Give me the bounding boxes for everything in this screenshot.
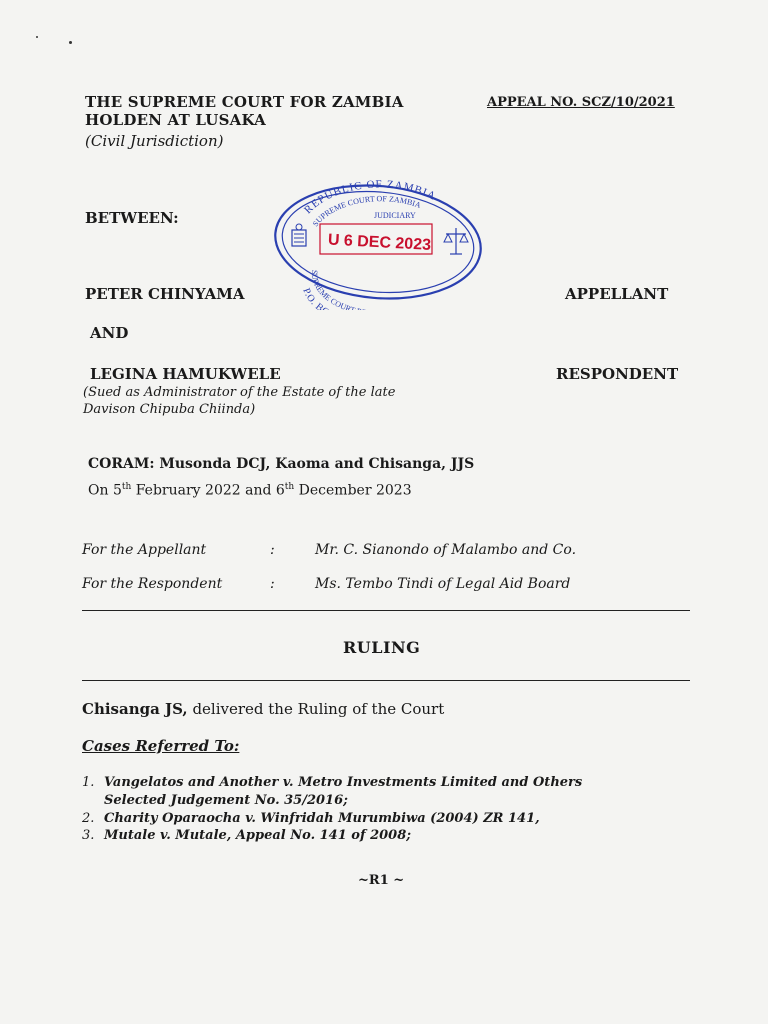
between-label: BETWEEN: (85, 209, 179, 227)
respondent-capacity-line2: Davison Chipuba Chiinda) (83, 402, 256, 417)
cases-heading: Cases Referred To: (82, 737, 240, 755)
ruling-title: RULING (343, 638, 421, 657)
case-citation: Vangelatos and Another v. Metro Investments Limited and Others (104, 775, 583, 790)
hearing-dates: On 5th February 2022 and 6th December 2023 (88, 482, 412, 499)
stamp-court-text: SUPREME COURT OF ZAMBIA (310, 194, 423, 229)
scan-speck (36, 36, 38, 38)
stamp-top-text: REPUBLIC OF ZAMBIA (302, 180, 438, 217)
respondent-counsel-colon: : (270, 576, 275, 592)
appellant-counsel: Mr. C. Sianondo of Malambo and Co. (315, 542, 577, 558)
stamp-registry-text: SUPREME COURT (309, 269, 357, 310)
respondent-name: LEGINA HAMUKWELE (90, 365, 281, 383)
stamp-graphic (270, 180, 485, 310)
court-registry-stamp (270, 180, 485, 310)
stamp-date: U 6 DEC 2023 (327, 231, 432, 254)
delivered-line: Chisanga JS, delivered the Ruling of the Court (82, 700, 445, 718)
appellant-name: PETER CHINYAMA (85, 285, 245, 303)
respondent-counsel: Ms. Tembo Tindi of Legal Aid Board (315, 576, 571, 592)
coram: CORAM: Musonda DCJ, Kaoma and Chisanga, JJS (88, 456, 475, 472)
appeal-number: APPEAL NO. SCZ/10/2021 (487, 95, 675, 110)
appellant-counsel-colon: : (270, 542, 275, 558)
court-name: THE SUPREME COURT FOR ZAMBIA (85, 93, 404, 111)
stamp-judiciary-text: JUDICIARY (374, 211, 416, 220)
respondent-capacity-line1: (Sued as Administrator of the Estate of the late (83, 385, 396, 400)
coat-of-arms-icon (292, 224, 306, 246)
divider-top (82, 610, 690, 611)
jurisdiction: (Civil Jurisdiction) (85, 132, 224, 150)
scan-speck (69, 41, 72, 44)
scales-of-justice-icon (444, 228, 468, 254)
page-marker: ~R1 ~ (358, 873, 405, 888)
case-citation-continued: Selected Judgement No. 35/2016; (104, 793, 348, 808)
case-citation: Charity Oparaocha v. Winfridah Murumbiwa (2004) ZR 141, (104, 811, 540, 826)
appellant-role: APPELLANT (565, 285, 669, 303)
and-label: AND (90, 324, 129, 342)
respondent-role: RESPONDENT (556, 365, 679, 383)
respondent-counsel-label: For the Respondent (82, 576, 223, 592)
case-citation: Mutale v. Mutale, Appeal No. 141 of 2008; (104, 828, 412, 843)
stamp-address-text: P.O. B (300, 286, 326, 310)
case-number: 1. (82, 775, 95, 790)
divider-bottom (82, 680, 690, 681)
court-location: HOLDEN AT LUSAKA (85, 111, 266, 129)
case-number: 2. (82, 811, 95, 826)
appellant-counsel-label: For the Appellant (82, 542, 207, 558)
case-number: 3. (82, 828, 95, 843)
